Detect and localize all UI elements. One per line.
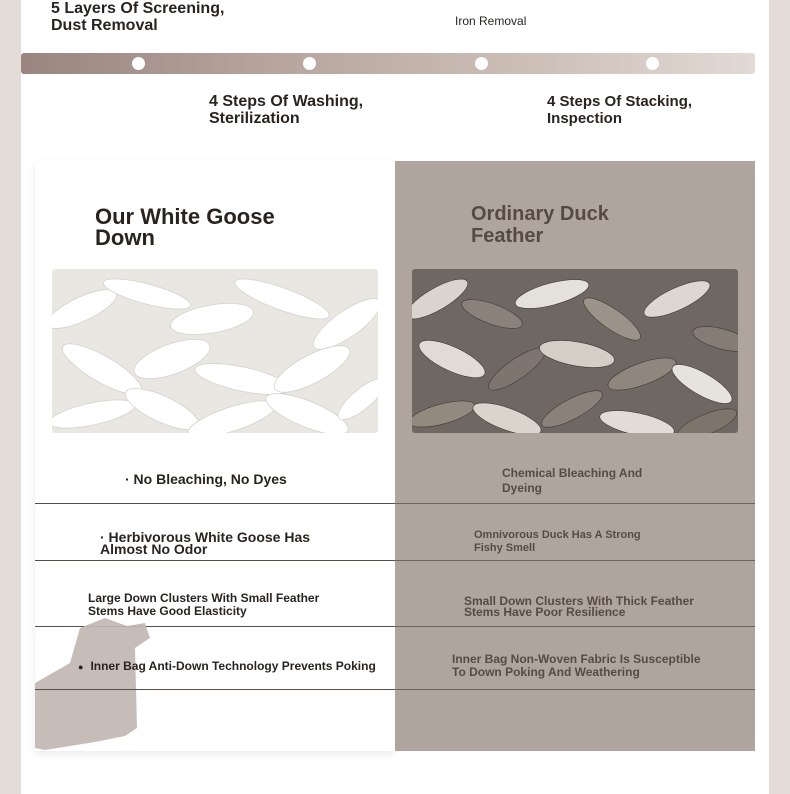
row-divider [395, 689, 755, 690]
step-stacking-label: 4 Steps Of Stacking, Inspection [547, 93, 693, 127]
timeline-dot-1 [132, 57, 145, 70]
row-divider [35, 560, 395, 561]
goose-down-card [35, 161, 395, 751]
glove-icon [35, 608, 155, 753]
goose-item-no-odor: · Herbivorous White Goose Has Almost No Odor [100, 529, 311, 557]
duck-feather-title: Ordinary Duck Feather [471, 203, 609, 247]
duck-feather-photo [412, 269, 738, 433]
timeline-dot-3 [475, 57, 488, 70]
row-divider [35, 503, 395, 504]
goose-item-no-bleaching: · No Bleaching, No Dyes [125, 471, 287, 487]
row-divider [395, 626, 755, 627]
step-iron-label: Iron Removal [455, 14, 527, 28]
timeline-dot-2 [303, 57, 316, 70]
step-washing-label: 4 Steps Of Washing, Sterilization [209, 93, 364, 127]
row-divider [35, 689, 395, 690]
duck-feather-card [395, 161, 755, 751]
step-screening-label: 5 Layers Of Screening, Dust Removal [51, 0, 225, 34]
duck-item-non-woven: Inner Bag Non-Woven Fabric Is Susceptible To Down Poking And Weathering [452, 652, 701, 679]
goose-item-anti-down [78, 659, 376, 673]
goose-down-photo [52, 269, 378, 433]
row-divider [395, 560, 755, 561]
timeline-dot-4 [646, 57, 659, 70]
page [21, 0, 769, 794]
duck-item-poor-resilience: Small Down Clusters With Thick Feather Stems Have Poor Resilience [464, 594, 694, 619]
duck-item-fishy-smell: Omnivorous Duck Has A Strong Fishy Smell [474, 529, 641, 554]
duck-item-bleaching: Chemical Bleaching And Dyeing [502, 466, 643, 495]
goose-item-anti-down-text: Inner Bag Anti-Down Technology Prevents Poking [90, 659, 376, 673]
process-timeline [21, 53, 755, 74]
goose-down-title: Our White Goose Down [95, 204, 275, 250]
goose-item-elasticity: Large Down Clusters With Small Feather Stems Have Good Elasticity [88, 591, 320, 618]
row-divider [395, 503, 755, 504]
bullet-icon: ● [78, 662, 84, 672]
